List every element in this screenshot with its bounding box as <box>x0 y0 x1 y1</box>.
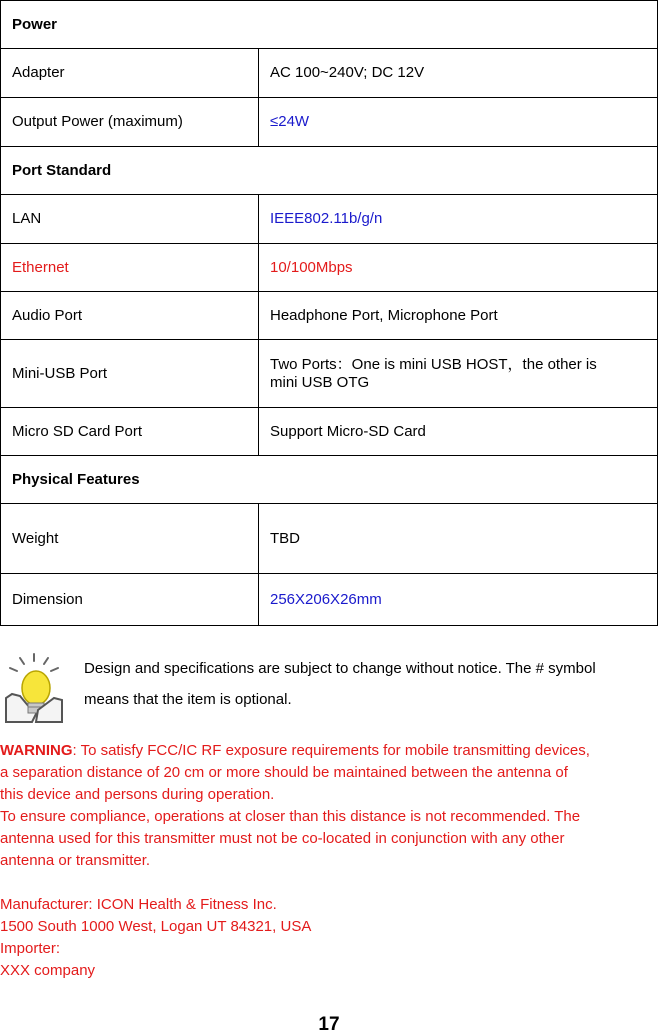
table-row <box>1 340 658 408</box>
warning-line: To ensure compliance, operations at closer than this distance is not recommended. The <box>0 808 581 825</box>
section-heading-physical-features: Physical Features <box>1 456 658 504</box>
importer-name: XXX company <box>0 962 96 979</box>
warning-line <box>0 740 658 762</box>
table-row <box>1 244 658 292</box>
spec-value-mini-usb-line1: Two Ports：One is mini USB HOST，the other is <box>270 355 597 373</box>
spec-value-dimension: 256X206X26mm <box>259 574 658 626</box>
table-row <box>1 98 658 147</box>
section-heading-port-standard: Port Standard <box>1 147 658 195</box>
spec-value-adapter: AC 100~240V; DC 12V <box>259 49 658 98</box>
section-row-physical-features <box>1 456 658 504</box>
spec-value-output-power: ≤24W <box>259 98 658 147</box>
table-row <box>1 49 658 98</box>
page-number: 17 <box>318 1014 340 1035</box>
spec-label-adapter: Adapter <box>1 49 259 98</box>
warning-line: this device and persons during operation. <box>0 786 275 803</box>
importer-label: Importer: <box>0 940 61 957</box>
notice-line: means that the item is optional. <box>84 691 292 708</box>
spec-label-lan: LAN <box>1 195 259 244</box>
notice-block <box>0 652 658 730</box>
spec-label-audio-port: Audio Port <box>1 292 259 340</box>
notice-line: Design and specifications are subject to change without notice. The # symbol <box>84 660 596 677</box>
section-row-power <box>1 1 658 49</box>
spec-label-weight: Weight <box>1 504 259 574</box>
spec-value-audio-port: Headphone Port, Microphone Port <box>259 292 658 340</box>
spec-value-mini-usb-port <box>259 340 658 408</box>
notice-text <box>84 653 658 715</box>
spec-label-ethernet: Ethernet <box>1 244 259 292</box>
spec-label-output-power: Output Power (maximum) <box>1 98 259 147</box>
spec-value-lan: IEEE802.11b/g/n <box>259 195 658 244</box>
spec-label-mini-usb-port: Mini-USB Port <box>1 340 259 408</box>
warning-block <box>0 740 658 982</box>
table-row <box>1 504 658 574</box>
spec-label-micro-sd-port: Micro SD Card Port <box>1 408 259 456</box>
warning-label: WARNING <box>0 742 73 759</box>
table-row <box>1 408 658 456</box>
spec-label-dimension: Dimension <box>1 574 259 626</box>
table-row <box>1 195 658 244</box>
spec-value-ethernet: 10/100Mbps <box>259 244 658 292</box>
table-row <box>1 574 658 626</box>
warning-text: : To satisfy FCC/IC RF exposure requirements for mobile transmitting devices, <box>72 742 590 759</box>
warning-line: a separation distance of 20 cm or more should be maintained between the antenna of <box>0 764 568 781</box>
warning-line: antenna used for this transmitter must not be co-located in conjunction with any other <box>0 830 565 847</box>
spec-value-weight: TBD <box>259 504 658 574</box>
warning-line: antenna or transmitter. <box>0 852 151 869</box>
manufacturer-line: Manufacturer: ICON Health & Fitness Inc. <box>0 896 277 913</box>
section-heading-power: Power <box>1 1 658 49</box>
section-row-port-standard <box>1 147 658 195</box>
manufacturer-address: 1500 South 1000 West, Logan UT 84321, USA <box>0 918 312 935</box>
table-row <box>1 292 658 340</box>
spec-value-mini-usb-line2: mini USB OTG <box>270 373 370 391</box>
spec-value-micro-sd-port: Support Micro-SD Card <box>259 408 658 456</box>
lightbulb-hand-icon <box>2 652 66 724</box>
